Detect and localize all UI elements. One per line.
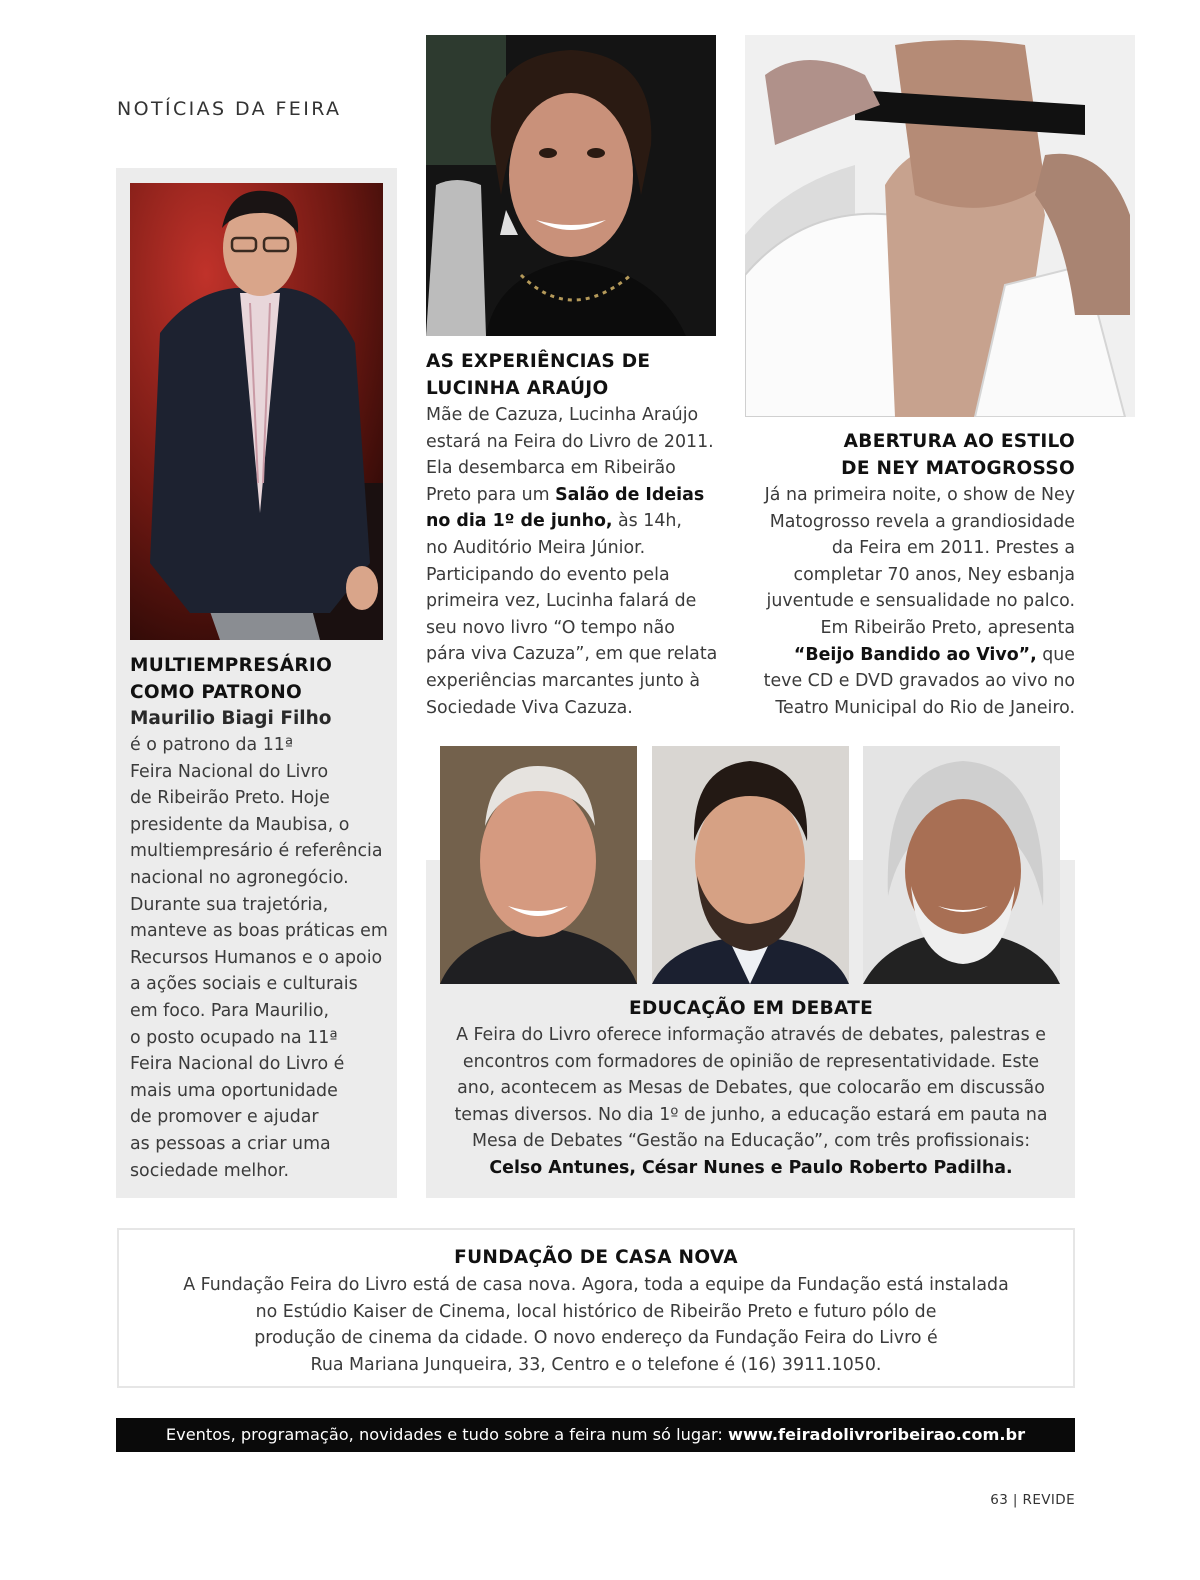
patron-headline-2: COMO PATRONO (130, 682, 303, 703)
show-title: “Beijo Bandido ao Vivo”, (793, 644, 1037, 665)
patron-name: Maurilio Biagi Filho (130, 708, 332, 729)
patron-line: mais uma oportunidade (130, 1080, 338, 1101)
lucinha-body (426, 402, 726, 721)
lucinha-line (426, 482, 726, 509)
education-line: A Feira do Livro oferece informação através de debates, palestras e (456, 1025, 1046, 1045)
patron-line: é o patrono da 11ª (130, 735, 294, 755)
fundacao-line: Rua Mariana Junqueira, 33, Centro e o telefone é (16) 3911.1050. (310, 1354, 882, 1375)
speaker-names: Celso Antunes, César Nunes e Paulo Roberto Padilha. (489, 1157, 1013, 1178)
ney-line (740, 642, 1075, 669)
patron-line: a ações sociais e culturais (130, 974, 358, 995)
lucinha-line: Ela desembarca em Ribeirão (426, 458, 676, 479)
ney-photo (745, 35, 1135, 417)
section-label: NOTÍCIAS DA FEIRA (117, 98, 342, 120)
patron-line: nacional no agronegócio. (130, 867, 349, 888)
website-link[interactable]: www.feiradolivroribeirao.com.br (728, 1425, 1026, 1444)
education-line: encontros com formadores de opinião de representatividade. Este (462, 1051, 1040, 1072)
lucinha-line: Sociedade Viva Cazuza. (426, 697, 633, 718)
paulo-photo (863, 746, 1060, 984)
education-body (440, 1022, 1062, 1182)
lucinha-text: Preto para um (426, 484, 556, 505)
lucinha-photo (426, 35, 716, 336)
ney-body (740, 482, 1075, 721)
education-headline: EDUCAÇÃO EM DEBATE (628, 998, 874, 1019)
ney-line: Já na primeira noite, o show de Ney (764, 485, 1075, 505)
patron-line: manteve as boas práticas em (130, 921, 388, 942)
fundacao-headline: FUNDAÇÃO DE CASA NOVA (454, 1247, 738, 1268)
fundacao-body (176, 1272, 1016, 1378)
patron-line: presidente da Maubisa, o (130, 814, 350, 835)
ney-line: Matogrosso revela a grandiosidade (769, 511, 1075, 532)
lucinha-headline-2: LUCINHA ARAÚJO (426, 378, 609, 399)
patron-line: sociedade melhor. (130, 1160, 289, 1181)
patron-line: multiempresário é referência (130, 841, 383, 862)
ney-line: Teatro Municipal do Rio de Janeiro. (775, 697, 1075, 718)
lucinha-line: seu novo livro “O tempo não (426, 617, 675, 638)
celso-photo (440, 746, 637, 984)
lucinha-text: às 14h, (612, 511, 682, 532)
lucinha-line: pára viva Cazuza”, em que relata (426, 644, 718, 665)
patron-line: de promover e ajudar (130, 1107, 319, 1128)
education-article (440, 995, 1062, 1182)
promo-bar (116, 1418, 1075, 1452)
lucinha-line: no Auditório Meira Júnior. (426, 537, 646, 558)
education-speakers (440, 1155, 1062, 1182)
fundacao-box (117, 1228, 1075, 1388)
patron-article (130, 652, 392, 1184)
patron-line: o posto ocupado na 11ª (130, 1027, 338, 1048)
patron-line: de Ribeirão Preto. Hoje (130, 788, 330, 809)
ney-line: teve CD e DVD gravados ao vivo no (763, 671, 1075, 692)
ney-headline-1: ABERTURA AO ESTILO (843, 431, 1075, 452)
lucinha-article (426, 348, 726, 721)
page-number: 63 | REVIDE (990, 1492, 1075, 1508)
patron-body (130, 732, 392, 1184)
fundacao-line: A Fundação Feira do Livro está de casa nova. Agora, toda a equipe da Fundação está instalada (183, 1275, 1009, 1295)
ney-line: juventude e sensualidade no palco. (766, 591, 1075, 612)
education-line: ano, acontecem as Mesas de Debates, que colocarão em discussão (457, 1078, 1045, 1099)
ney-line: completar 70 anos, Ney esbanja (793, 564, 1075, 585)
ney-text: que (1036, 644, 1075, 665)
cesar-photo (652, 746, 849, 984)
patron-line: as pessoas a criar uma (130, 1133, 331, 1154)
lucinha-line: Participando do evento pela (426, 564, 670, 585)
ney-article (740, 428, 1075, 721)
education-line: Mesa de Debates “Gestão na Educação”, com três profissionais: (471, 1131, 1031, 1152)
event-name: Salão de Ideias (555, 484, 705, 505)
patron-line: Feira Nacional do Livro é (130, 1054, 345, 1075)
education-line: temas diversos. No dia 1º de junho, a educação estará em pauta na (454, 1104, 1048, 1125)
fundacao-line: produção de cinema da cidade. O novo endereço da Fundação Feira do Livro é (254, 1328, 938, 1349)
lucinha-line (426, 508, 726, 535)
lucinha-line: experiências marcantes junto à (426, 670, 700, 691)
lucinha-headline-1: AS EXPERIÊNCIAS DE (426, 351, 651, 372)
promo-text: Eventos, programação, novidades e tudo sobre a feira num só lugar: (165, 1425, 729, 1444)
patron-line: Recursos Humanos e o apoio (130, 947, 383, 968)
patron-line: em foco. Para Maurilio, (130, 1000, 330, 1021)
lucinha-line: Mãe de Cazuza, Lucinha Araújo (426, 405, 699, 425)
lucinha-line: primeira vez, Lucinha falará de (426, 591, 697, 612)
patron-line: Durante sua trajetória, (130, 894, 329, 915)
ney-line: da Feira em 2011. Prestes a (831, 538, 1075, 559)
maurilio-photo (130, 183, 383, 640)
event-date: no dia 1º de junho, (426, 511, 613, 532)
lucinha-line: estará na Feira do Livro de 2011. (426, 431, 714, 452)
ney-line: Em Ribeirão Preto, apresenta (820, 617, 1075, 638)
patron-line: Feira Nacional do Livro (130, 761, 329, 782)
ney-headline-2: DE NEY MATOGROSSO (841, 458, 1075, 479)
fundacao-line: no Estúdio Kaiser de Cinema, local histórico de Ribeirão Preto e futuro pólo de (255, 1301, 937, 1322)
patron-headline-1: MULTIEMPRESÁRIO (130, 655, 333, 676)
